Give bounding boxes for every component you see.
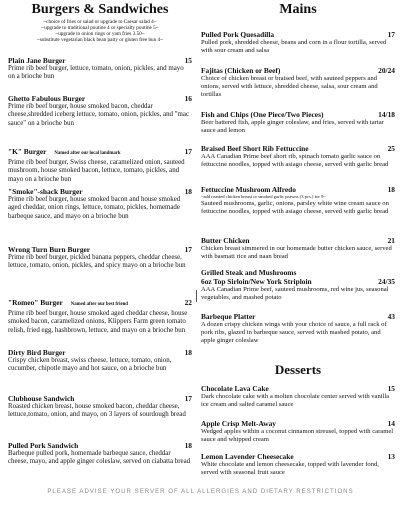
- item-name: 6oz Top Sirloin/New York Striploin: [201, 277, 312, 286]
- menu-item: [201, 268, 395, 302]
- item-description: Prime rib beef burger, house smoked bacon, cheddar cheese,shredded iceberg lettuce, tomato, onion, pickles, and "mac sauce" on a brioche bun: [8, 103, 190, 127]
- item-description: Choice of chicken breast or braised beef, with sauteed peppers and onions, served with lettuce, shredded cheese, salsa, sour cream and tortillas: [201, 75, 378, 99]
- column-divider: [196, 290, 197, 302]
- item-price: 21: [387, 236, 395, 245]
- item-name: Pulled Pork Sandwich: [8, 441, 79, 450]
- item-price: 15: [184, 56, 192, 65]
- item-price: 18: [184, 348, 192, 357]
- item-description: Prime rib beef burger, Swiss cheese, caramelized onion, sauteed mushroom, house smoked bacon, lettuce, tomato, pickles, and mayo on a brioche bun: [8, 159, 185, 183]
- option-line: ~upgrade to traditional poutine 4 or specialty poutine 5~: [41, 25, 159, 31]
- dessert-item: [201, 419, 395, 444]
- menu-item: [8, 187, 192, 221]
- section-title-mains: Mains: [279, 2, 317, 17]
- item-description: AAA Canadian Prime beef, sauteed mushrooms, red wine jus, seasonal vegetables, and mashed potato: [201, 286, 389, 302]
- item-price: 20/24: [378, 66, 395, 75]
- item-description: Prime rib beef burger, pickled banana peppers, cheddar cheese, lettuce, tomato, onion, pickles, and spicy mayo on a brioche bun: [8, 254, 186, 270]
- item-name: Clubhouse Sandwich: [8, 394, 75, 403]
- item-description: Dark chocolate cake with a molten chocolate center served with vanilla ice cream and salted caramel sauce: [201, 393, 390, 409]
- menu-item: [8, 56, 192, 82]
- item-name: Wrong Turn Burn Burger: [8, 245, 91, 254]
- item-name: Apple Crisp Melt-Away: [201, 419, 276, 428]
- item-price: 15: [387, 384, 395, 393]
- item-price: 14/18: [378, 110, 395, 119]
- item-name: Fish and Chips (One Piece/Two Pieces): [201, 110, 324, 119]
- section-title-burgers: Burgers & Sandwiches: [31, 2, 169, 17]
- item-description: Prime rib beef burger, lettuce, tomato, onion, pickles, and mayo on a brioche bun: [8, 65, 184, 81]
- burgers-sandwiches-column: [8, 0, 192, 466]
- item-description: Chicken breast simmered in our homemade butter chicken sauce, served with basmati rice and naan bread: [201, 245, 392, 261]
- menu-item: [201, 30, 395, 55]
- item-name: Dirty Bird Burger: [8, 348, 66, 357]
- section-title-desserts: Desserts: [274, 362, 322, 377]
- option-line: ~upgrade to onion rings or yam fries 3.50~: [55, 31, 145, 37]
- item-name: Ghetto Fabulous Burger: [8, 94, 86, 103]
- item-name: "K" Burger: [8, 147, 47, 156]
- burger-options-note: [8, 19, 192, 43]
- dessert-item: [201, 452, 395, 477]
- item-name: Butter Chicken: [201, 236, 250, 245]
- item-price: 18: [184, 187, 192, 196]
- item-name: "Romeo" Burger: [8, 298, 63, 307]
- menu-item: [8, 245, 192, 271]
- item-price: 16: [184, 94, 192, 103]
- item-add-on-note: ~add roasted chicken breast or smoked garlic prawns (3 pcs.) for 9~: [201, 194, 326, 199]
- item-price: 17: [387, 30, 395, 39]
- option-line: ~substitute vegetarian black bean patty or gluten free bun 4~: [37, 37, 163, 43]
- menu-item: [201, 144, 395, 169]
- menu-item: [201, 66, 395, 99]
- item-name: Braised Beef Short Rib Fettuccine: [201, 144, 309, 153]
- item-description: Barbeque pulled pork, homemade barbeque sauce, cheddar cheese, mayo, and apple ginger coleslaw, served on ciabatta bread: [8, 450, 191, 466]
- item-price: 25: [387, 144, 395, 153]
- mains-column: [201, 0, 395, 477]
- item-description: Crispy chicken breast, swiss cheese, lettuce, tomato, onion, cucumber, chipotle mayo and hot sauce, on a brioche bun: [8, 357, 172, 373]
- item-name: Plain Jane Burger: [8, 56, 66, 65]
- item-price: 22: [184, 298, 192, 307]
- menu-item: [201, 312, 395, 345]
- item-description: Wedged apples within a coconut cinnamon streusel, topped with caramel sauce and whipped cream: [201, 428, 394, 444]
- menu-item: [8, 141, 192, 184]
- menu-item: [8, 394, 192, 420]
- item-price: 18: [387, 185, 395, 194]
- dessert-item: [201, 384, 395, 409]
- item-price: 24/35: [378, 277, 395, 286]
- item-name: Barbeque Platter: [201, 312, 256, 321]
- menu-item: [8, 94, 192, 128]
- item-price: 17: [184, 245, 192, 254]
- item-description: Beer battered fish, apple ginger coleslaw, and fries, served with tartar sauce and lemon: [201, 119, 384, 135]
- item-description: Sauteed mushrooms, garlic, onions, parsley white wine cream sauce on fettuccine noodles, topped with asiago cheese, served with garlic bread: [201, 199, 389, 215]
- item-name: Lemon Lavender Cheesecake: [201, 452, 294, 461]
- allergy-footer: PLEASE ADVISE YOUR SERVER OF ALL ALLERGIES AND DIETARY RESTRICTIONS: [47, 488, 354, 495]
- item-name: Fettuccine Mushroom Alfredo: [201, 185, 296, 194]
- item-price: 13: [387, 452, 395, 461]
- item-name: Chocolate Lava Cake: [201, 384, 269, 393]
- menu-item: [8, 348, 192, 374]
- menu-item: [201, 236, 395, 261]
- item-price: 43: [387, 312, 395, 321]
- item-description: Prime rib beef burger, house smoked bacon and house smoked aged cheddar, onion rings, lettuce, tomato, pickles, homemade barbeque sauce, and mayo on a brioche bun: [8, 196, 181, 220]
- item-price: 17: [184, 394, 192, 403]
- item-name: Pulled Pork Quesadilla: [201, 30, 275, 39]
- menu-item: [201, 110, 395, 135]
- item-description: Prime rib beef burger, house smoked aged cheddar cheese, house smoked bacon, caramelized onions, Klippers Farm green tomato relish, fried egg, hashbrown, lettuce, and mayo on a brioche bun: [8, 310, 188, 334]
- item-description: A dozen crispy chicken wings with your choice of sauce, a full rack of pork ribs, glazed in barbeque sauce, served with mashed potato, and apple ginger coleslaw: [201, 321, 387, 345]
- item-note: Named after our best friend: [70, 302, 128, 307]
- menu-item: [8, 292, 192, 335]
- item-name: Fajitas (Chicken or Beef): [201, 66, 281, 75]
- item-price: 14: [387, 419, 395, 428]
- option-line: ~choice of fries or salad or upgrade to Caesar salad 4~: [43, 19, 157, 25]
- menu-item: [201, 185, 395, 216]
- item-price: 18: [184, 441, 192, 450]
- item-name: "Smoke"-shack Burger: [8, 187, 83, 196]
- item-description: AAA Canadian Prime beef short rib, spinach tomato garlic sauce on fettuccine noodles, topped with asiago cheese, served with garlic bread: [201, 153, 389, 169]
- item-name: Grilled Steak and Mushrooms: [201, 268, 297, 277]
- item-price: 17: [184, 147, 192, 156]
- menu-item: [8, 441, 192, 467]
- item-description: Pulled pork, shredded cheese, beans and corn in a flour tortilla, served with sour cream and salsa: [201, 39, 387, 55]
- item-description: White chocolate and lemon cheesecake, topped with lavender fond, served with seasonal fruit sauce: [201, 461, 379, 477]
- item-description: Roasted chicken breast, house smoked bacon, cheddar cheese, lettuce,tomato, onion, and mayo, on 3 layers of sourdough bread: [8, 403, 186, 419]
- item-note: Named after our local landmark: [54, 151, 121, 156]
